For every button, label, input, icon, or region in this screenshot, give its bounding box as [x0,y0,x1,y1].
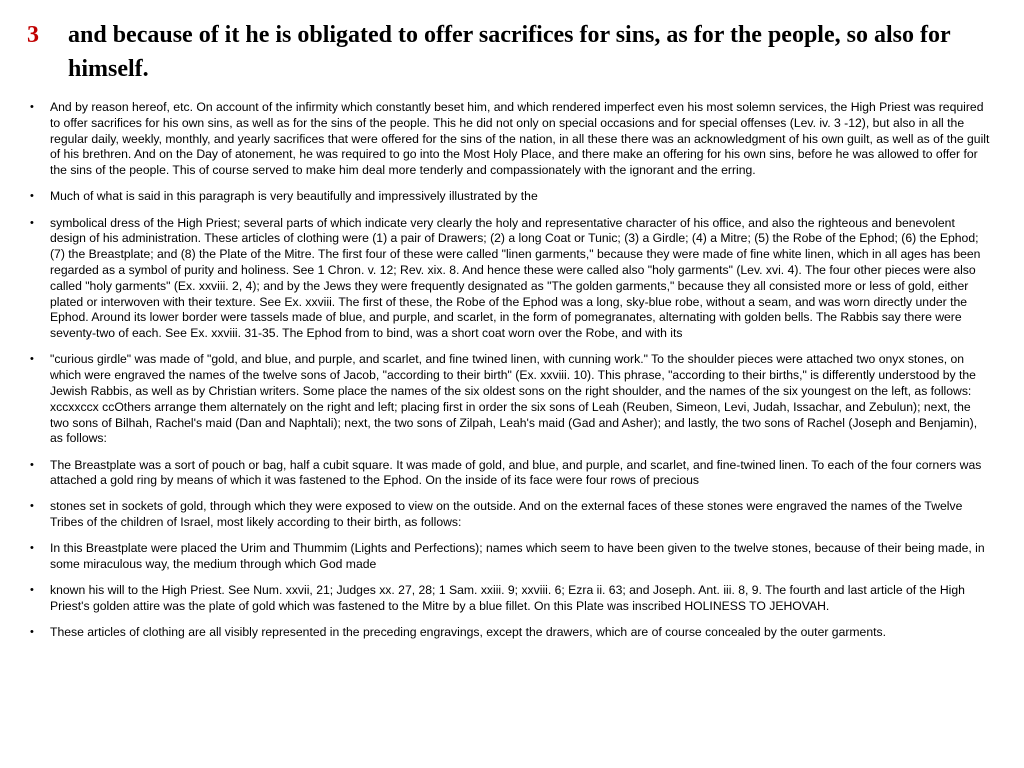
commentary-list [28,100,992,652]
verse-text: and because of it he is obligated to offer sacrifices for sins, as for the people, so also for himself. [68,22,951,82]
commentary-item: • And by reason hereof, etc. On account of the infirmity which constantly beset him, and which rendered imperfect even his most solemn services, the High Priest was required to offer sacrifices for his own sins, as well as for the sins of the people. This he did not only on special occasions and for special offenses (Lev. iv. 3 -12), but also in all the regular daily, weekly, monthly, and yearly sacrifices that were offered for the sins of the nation, in all these there was an acknowledgment of his own guilt, as well as of the guilt of his brethren. And on the Day of atonement, he was required to go into the Most Holy Place, and there make an offering for his own sins, before he was allowed to offer for the sins of the people. This of course served to make him deal more tenderly and compassionately with the ignorant and the erring. [28,100,992,179]
commentary-item: • Much of what is said in this paragraph is very beautifully and impressively illustrated by the [28,189,992,205]
commentary-item: • symbolical dress of the High Priest; several parts of which indicate very clearly the holy and representative character of his office, and also the righteous and benevolent design of his administration. These articles of clothing were (1) a pair of Drawers; (2) a long Coat or Tunic; (3) a Girdle; (4) a Mitre; (5) the Robe of the Ephod; (6) the Ephod; (7) the Breastplate; and (8) the Plate of the Mitre. The first four of these were called "linen garments," because they were made of fine white linen, which in all ages has been regarded as a symbol of purity and holiness. See 1 Chron. v. 12; Rev. xix. 8. And hence these were called also "holy garments" (Lev. xvi. 4). The four other pieces were also called "holy garments" (Ex. xxviii. 2, 4); and by the Jews they were frequently designated as "The golden garments," because they all consisted more or less of gold, either plated or interwoven with their texture. See Ex. xxviii. The first of these, the Robe of the Ephod was a long, sky-blue robe, without a seam, and was worn directly under the Ephod. Around its lower border were tassels made of blue, and purple, and scarlet, in the form of pomegranates, alternating with golden bells. The Rabbis say there were seventy-two of each. See Ex. xxviii. 31-35. The Ephod from to bind, was a short coat worn over the Robe, and with its [28,216,992,342]
commentary-item: • known his will to the High Priest. See Num. xxvii, 21; Judges xx. 27, 28; 1 Sam. xxiii. 9; xxviii. 6; Ezra ii. 63; and Joseph. Ant. iii. 8, 9. The fourth and last article of the High Priest's golden attire was the plate of gold which was fastened to the Mitre by a blue fillet. On this Plate was inscribed HOLINESS TO JEHOVAH. [28,583,992,615]
commentary-item: • "curious girdle" was made of "gold, and blue, and purple, and scarlet, and fine twined linen, with cunning work." To the shoulder pieces were attached two onyx stones, on which were engraved the names of the twelve sons of Jacob, "according to their birth" (Ex. xxviii. 10). This phrase, "according to their births," is differently understood by the Jewish Rabbis, as well as by Christian writers. Some place the names of the six oldest sons on the right shoulder, and the names of the six youngest on the left, as follows: xccxxccx ccOthers arrange them alternately on the right and left; placing first in order the six sons of Leah (Reuben, Simeon, Levi, Judah, Issachar, and Zebulun); next, the two sons of Bilhah, Rachel's maid (Dan and Naphtali); next, the two sons of Zilpah, Leah's maid (Gad and Asher); and lastly, the two sons of Rachel (Joseph and Benjamin), as follows: [28,352,992,447]
commentary-item: • stones set in sockets of gold, through which they were exposed to view on the outside. And on the external faces of these stones were engraved the names of the Twelve Tribes of the children of Israel, most likely according to their birth, as follows: [28,499,992,531]
commentary-item: • These articles of clothing are all visibly represented in the preceding engravings, except the drawers, which are of course concealed by the outer garments. [28,625,992,641]
verse-number: 3 [27,22,39,48]
commentary-item: • In this Breastplate were placed the Urim and Thummim (Lights and Perfections); names which seem to have been given to the twelve stones, because of their being made, in some miraculous way, the medium through which God made [28,541,992,573]
commentary-item: • The Breastplate was a sort of pouch or bag, half a cubit square. It was made of gold, and blue, and purple, and scarlet, and fine-twined linen. To each of the four corners was attached a gold ring by means of which it was fastened to the Ephod. On the inside of its face were four rows of precious [28,458,992,490]
